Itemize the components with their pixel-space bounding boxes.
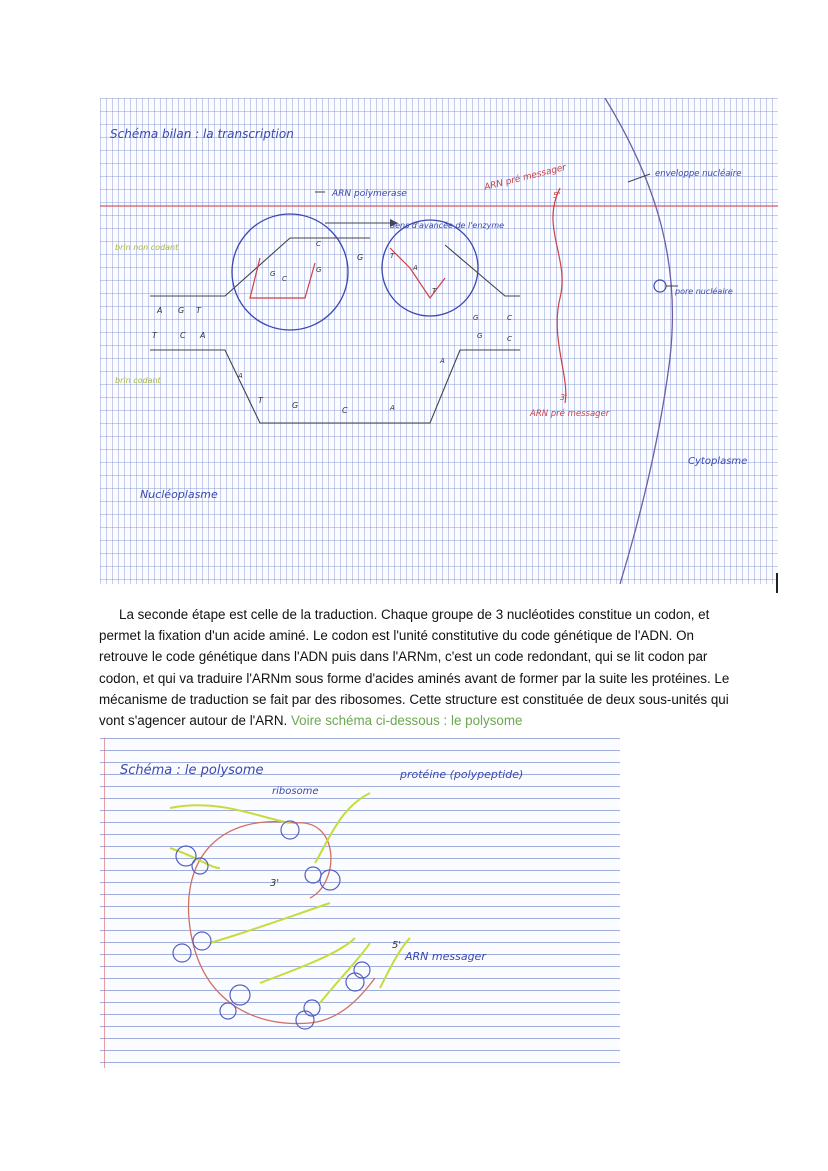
label-ribosome: ribosome [272,786,319,797]
label-brin-codant: brin codant [115,376,161,385]
base-letter: A [440,357,445,365]
dna-top-strand-left [150,238,370,296]
arn-polymerase-circle-right [382,220,478,316]
protein-chains [170,793,410,1003]
nuclear-pore-mark [654,280,666,292]
label-enveloppe-nucleaire: enveloppe nucléaire [655,169,742,179]
base-letter: G [292,401,299,410]
label-brin-non-codant: brin non codant [115,243,179,252]
label-cytoplasme: Cytoplasme [688,456,748,467]
figure1-title: Schéma bilan : la transcription [110,127,294,141]
base-letter: A [200,331,206,340]
label-arn-polymerase: ARN polymerase [332,189,407,199]
figure2-title: Schéma : le polysome [120,763,264,778]
base-letter: C [282,275,287,283]
transcription-drawing [100,98,778,584]
transcription-diagram [100,98,778,584]
base-letter: A [157,306,163,315]
label-5-prime: 5' [392,940,402,951]
base-letter: G [178,306,185,315]
base-letter: G [316,266,322,274]
base-letter: C [507,335,512,343]
label-sens-avancee: Sens d'avancée de l'enzyme [390,221,505,230]
base-letter: T [258,396,263,405]
base-letter: A [390,404,395,412]
ribosomes [173,821,370,1029]
base-letter: G [473,314,479,322]
base-letter: C [507,314,512,322]
label-arn-messager: ARN messager [405,950,486,963]
arn-messager-strand [188,822,375,1024]
label-proteine: protéine (polypeptide) [400,768,524,781]
base-letter: A [238,372,243,380]
base-letter: G [357,253,364,262]
arn-polymerase-circle-left [232,214,348,330]
label-nucleoplasme: Nucléoplasme [140,488,218,501]
base-letter: C [180,331,186,340]
label-3-prime: 3' [270,878,280,889]
paragraph-text: La seconde étape est celle de la traduction. Chaque groupe de 3 nucléotides constitue un codon, et permet la fixation d'un acide aminé. Le codon est l'unité constitutive du code génétique de l'ADN. On retrouve le code génétique dans l'ADN puis dans l'ARNm, c'est un code redondant, qui se lit codon par codon, et qui va traduire l'ARNm sous forme d'acides aminés avant de former par la suite les protéines. Le mécanisme de traduction se fait par des ribosomes. Cette structure est constituée de deux sous-unités qui vont s'agencer autour de l'ARN. [99,607,730,729]
page-edge-mark [776,573,778,593]
polysome-diagram [100,738,620,1068]
label-pore-nucleaire: pore nucléaire [675,287,733,296]
dna-top-strand-right [445,245,520,296]
label-arn-pre-messager-bottom: ARN pré messager [530,409,610,419]
label-3-prime: 3' [560,393,568,402]
base-letter: G [477,332,483,340]
base-letter: T [196,306,201,315]
arn-strand-right [390,248,445,298]
label-arn-pre-messager: ARN pré messager [483,162,568,193]
base-letter: T [390,252,395,260]
base-letter: A [413,264,418,272]
dna-bottom-strand [150,350,520,423]
base-letter: T [152,331,157,340]
base-letter: G [270,270,276,278]
arn-pre-messager-strand [553,188,566,403]
base-letter: C [342,406,348,415]
polysome-reference: Voire schéma ci-dessous : le polysome [290,713,523,729]
label-5-prime: 5' [553,191,561,200]
traduction-paragraph [99,604,739,731]
base-letter: T [432,287,437,295]
polysome-drawing [100,738,620,1068]
base-letter: C [316,240,321,248]
